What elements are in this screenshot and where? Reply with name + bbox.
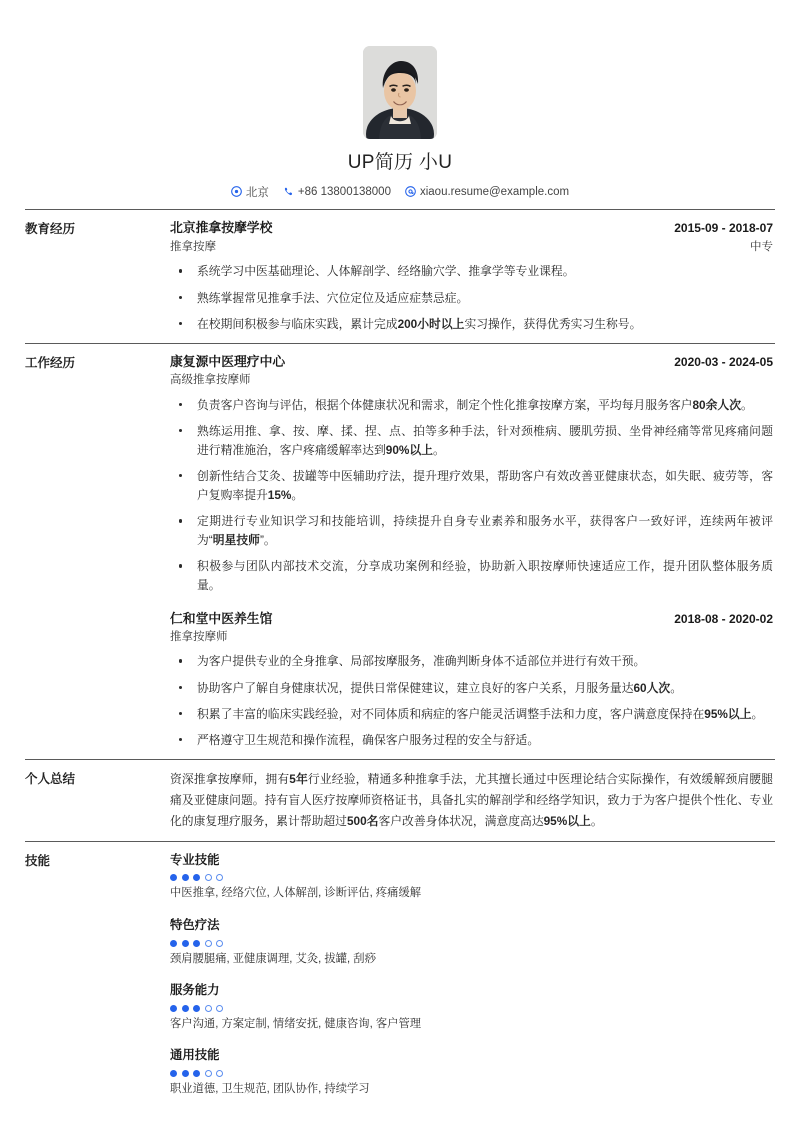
skill-level-dots — [170, 940, 773, 947]
bullet-item: 协助客户了解自身健康状况，提供日常保健建议，建立良好的客户关系，月服务量达60人次。 — [170, 679, 773, 698]
section-body — [170, 219, 775, 334]
entry-role: 推拿按摩师 — [170, 631, 228, 644]
entry-subheader — [170, 372, 773, 389]
skill-group — [170, 1046, 773, 1098]
contact-phone-value: +86 13800138000 — [297, 185, 391, 198]
entry-header — [170, 610, 773, 629]
skill-name: 专业技能 — [170, 852, 220, 867]
bullet-item: 积极参与团队内部技术交流，分享成功案例和经验，协助新入职按摩师快速适应工作，提升团队整体服务质量。 — [170, 557, 773, 595]
entry-date: 2020-03 - 2024-05 — [674, 354, 773, 369]
skill-dot-filled — [193, 874, 200, 881]
bullet-item: 定期进行专业知识学习和技能培训，持续提升自身专业素养和服务水平，获得客户一致好评，连续两年被评为“明星技师”。 — [170, 512, 773, 550]
entry-bullet-list — [170, 262, 773, 333]
bullet-item: 为客户提供专业的全身推拿、局部按摩服务，准确判断身体不适部位并进行有效干预。 — [170, 652, 773, 671]
section-技能 — [25, 832, 775, 1098]
entry-role: 推拿按摩 — [170, 241, 216, 254]
bullet-item: 熟练运用推、拿、按、摩、揉、捏、点、拍等多种手法，针对颈椎病、腰肌劳损、坐骨神经痛等常见疼痛问题进行精准施治，客户疼痛缓解率达到90%以上。 — [170, 422, 773, 460]
skill-dot-empty — [216, 1005, 223, 1012]
entry-role: 高级推拿按摩师 — [170, 374, 251, 387]
bullet-item: 在校期间积极参与临床实践，累计完成200小时以上实习操作，获得优秀实习生称号。 — [170, 315, 773, 334]
skill-dot-filled — [182, 940, 189, 947]
section-教育经历 — [25, 200, 775, 334]
avatar — [363, 46, 437, 139]
contact-location-value: 北京 — [245, 186, 269, 199]
skill-tags: 职业道德, 卫生规范, 团队协作, 持续学习 — [170, 1082, 370, 1095]
section-body — [170, 851, 775, 1098]
skill-tags: 颈肩腰腿痛, 亚健康调理, 艾灸, 拔罐, 刮痧 — [170, 952, 376, 965]
portrait-photo-icon — [363, 46, 437, 139]
entry-title: 康复源中医理疗中心 — [170, 353, 286, 369]
skill-group — [170, 916, 773, 968]
entry-bullet-list — [170, 652, 773, 749]
skill-dot-filled — [182, 874, 189, 881]
skill-tags: 中医推拿, 经络穴位, 人体解剖, 诊断评估, 疼痛缓解 — [170, 887, 422, 900]
skill-level-dots — [170, 1070, 773, 1077]
contact-email — [405, 186, 569, 198]
contact-email-value: xiaou.resume@example.com — [419, 185, 570, 198]
experience-entry — [170, 219, 773, 334]
section-row — [25, 842, 775, 1098]
skill-dot-empty — [205, 1005, 212, 1012]
section-row — [25, 344, 775, 750]
section-label: 技能 — [25, 853, 51, 868]
summary-text: 资深推拿按摩师，拥有5年行业经验，精通多种推拿手法，尤其擅长通过中医理论结合实际操作，有效缓解颈肩腰腿痛及亚健康问题。持有盲人医疗按摩师资格证书，具备扎实的解剖学和经络学知识，致力于为客户提供个性化、专业化的康复理疗服务，累计帮助超过500名客户改善身体状况，满意度高达95%以上。 — [170, 771, 773, 828]
resume-header — [25, 0, 775, 200]
skill-group — [170, 981, 773, 1033]
bullet-item: 积累了丰富的临床实践经验，对不同体质和病症的客户能灵活调整手法和力度，客户满意度保持在95%以上。 — [170, 705, 773, 724]
skill-dot-filled — [182, 1005, 189, 1012]
skill-tags: 客户沟通, 方案定制, 情绪安抚, 健康咨询, 客户管理 — [170, 1017, 422, 1030]
email-at-icon — [405, 186, 416, 197]
bullet-item: 创新性结合艾灸、拔罐等中医辅助疗法，提升理疗效果，帮助客户有效改善亚健康状态，如失眠、疲劳等，客户复购率提升15%。 — [170, 467, 773, 505]
entry-subheader — [170, 629, 773, 646]
experience-entry — [170, 353, 773, 596]
entry-header — [170, 219, 773, 238]
entry-date: 2015-09 - 2018-07 — [674, 220, 773, 235]
entry-subheader — [170, 238, 773, 256]
skill-level-dots — [170, 1005, 773, 1012]
experience-entry — [170, 610, 773, 750]
skill-dot-filled — [170, 874, 177, 881]
skill-dot-empty — [205, 1070, 212, 1077]
skill-dot-filled — [170, 1070, 177, 1077]
skill-dot-empty — [216, 940, 223, 947]
section-label: 个人总结 — [25, 771, 76, 786]
entry-degree: 中专 — [750, 241, 773, 254]
skill-dot-filled — [193, 1005, 200, 1012]
bullet-item: 熟练掌握常见推拿手法、穴位定位及适应症禁忌症。 — [170, 289, 773, 308]
bullet-item: 系统学习中医基础理论、人体解剖学、经络腧穴学、推拿学等专业课程。 — [170, 262, 773, 281]
skill-dot-empty — [216, 1070, 223, 1077]
location-pin-icon — [231, 186, 242, 197]
section-body — [170, 353, 775, 750]
skill-dot-filled — [193, 940, 200, 947]
skill-name: 服务能力 — [170, 983, 220, 997]
skill-name: 特色疗法 — [170, 917, 220, 932]
skill-name: 通用技能 — [170, 1048, 220, 1063]
section-row — [25, 760, 775, 832]
page-title: UP简历 小U — [347, 152, 453, 173]
section-label: 教育经历 — [25, 221, 76, 236]
contact-list — [25, 184, 775, 200]
entry-header — [170, 353, 773, 372]
skill-dot-filled — [182, 1070, 189, 1077]
resume-sections — [25, 200, 775, 1099]
section-工作经历 — [25, 334, 775, 750]
phone-icon — [283, 186, 294, 197]
skill-group — [170, 851, 773, 903]
section-个人总结 — [25, 750, 775, 832]
skill-dot-filled — [193, 1070, 200, 1077]
contact-location — [231, 184, 269, 200]
contact-phone — [283, 186, 391, 198]
skill-dot-filled — [170, 1005, 177, 1012]
entry-date: 2018-08 - 2020-02 — [674, 611, 773, 626]
bullet-item: 负责客户咨询与评估，根据个体健康状况和需求，制定个性化推拿按摩方案，平均每月服务客户80余人次。 — [170, 396, 773, 415]
section-body — [170, 769, 775, 832]
entry-title: 仁和堂中医养生馆 — [170, 610, 273, 626]
section-row — [25, 210, 775, 334]
bullet-item: 严格遵守卫生规范和操作流程，确保客户服务过程的安全与舒适。 — [170, 731, 773, 750]
skill-dot-empty — [205, 874, 212, 881]
skill-level-dots — [170, 874, 773, 881]
entry-bullet-list — [170, 396, 773, 596]
section-label: 工作经历 — [25, 355, 76, 370]
skill-dot-empty — [216, 874, 223, 881]
entry-title: 北京推拿按摩学校 — [170, 219, 273, 235]
skill-dot-empty — [205, 940, 212, 947]
skill-dot-filled — [170, 940, 177, 947]
